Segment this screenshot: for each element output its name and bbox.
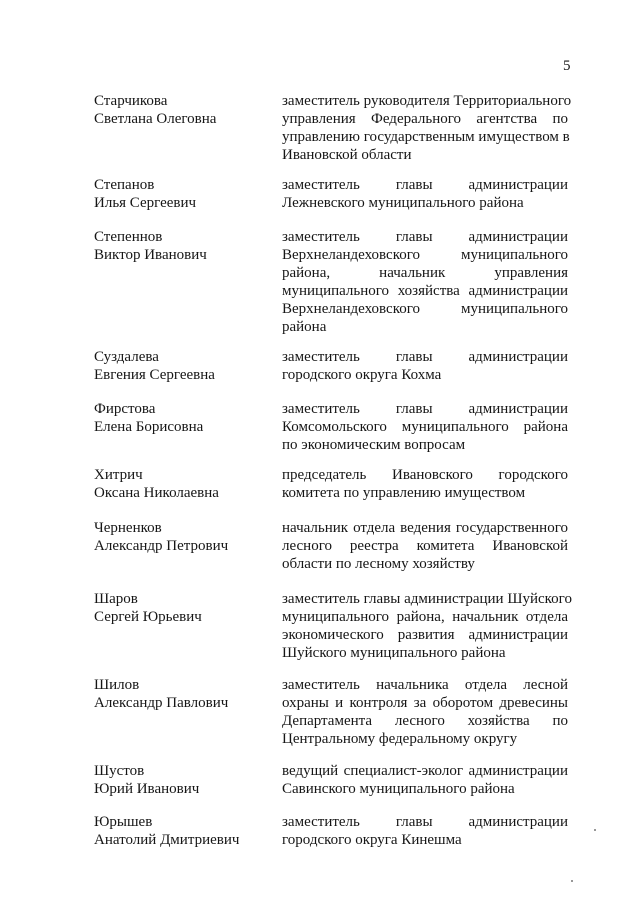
scan-speck xyxy=(594,829,596,831)
member-surname: Фирстова xyxy=(94,401,156,417)
member-given-names: Виктор Иванович xyxy=(94,247,207,263)
position-line: управления Федерального агентства по xyxy=(282,111,568,127)
member-position xyxy=(282,762,568,798)
position-line: заместитель главы администрации Шуйского xyxy=(282,591,572,607)
position-line: Верхнеландеховского муниципального xyxy=(282,301,568,317)
position-line: председатель Ивановского городского xyxy=(282,467,568,483)
position-line: заместитель руководителя Территориального xyxy=(282,93,572,109)
member-surname: Хитрич xyxy=(94,467,143,483)
position-line: района xyxy=(282,319,327,335)
member-name xyxy=(94,176,264,212)
position-line: заместитель главы администрации xyxy=(282,349,568,365)
position-line: Департамента лесного хозяйства по xyxy=(282,713,568,729)
scan-speck xyxy=(571,880,573,882)
position-line: Ивановской области xyxy=(282,147,412,163)
position-line: области по лесному хозяйству xyxy=(282,556,475,572)
position-line: управлению государственным имуществом в xyxy=(282,129,570,145)
position-line: Савинского муниципального района xyxy=(282,781,515,797)
position-line: заместитель главы администрации xyxy=(282,401,568,417)
member-position xyxy=(282,400,568,454)
position-line: ведущий специалист-эколог администрации xyxy=(282,763,568,779)
position-line: по экономическим вопросам xyxy=(282,437,466,453)
member-name xyxy=(94,466,264,502)
member-given-names: Анатолий Дмитриевич xyxy=(94,832,240,848)
member-name xyxy=(94,228,264,264)
position-line: Лежневского муниципального района xyxy=(282,195,524,211)
position-line: Центральному федеральному округу xyxy=(282,731,518,747)
member-given-names: Оксана Николаевна xyxy=(94,485,219,501)
member-position xyxy=(282,228,568,336)
member-name xyxy=(94,813,264,849)
member-name xyxy=(94,676,264,712)
member-name xyxy=(94,400,264,436)
position-line: муниципального хозяйства администрации xyxy=(282,283,568,299)
member-surname: Шилов xyxy=(94,677,140,693)
member-given-names: Александр Павлович xyxy=(94,695,229,711)
member-given-names: Сергей Юрьевич xyxy=(94,609,202,625)
position-line: Комсомольского муниципального района xyxy=(282,419,568,435)
member-given-names: Елена Борисовна xyxy=(94,419,204,435)
member-given-names: Илья Сергеевич xyxy=(94,195,197,211)
member-name xyxy=(94,348,264,384)
member-name xyxy=(94,762,264,798)
member-surname: Черненков xyxy=(94,520,162,536)
member-position xyxy=(282,676,568,748)
position-line: района, начальник управления xyxy=(282,265,568,281)
position-line: Шуйского муниципального района xyxy=(282,645,506,661)
member-surname: Степанов xyxy=(94,177,155,193)
member-surname: Суздалева xyxy=(94,349,159,365)
member-given-names: Юрий Иванович xyxy=(94,781,200,797)
member-name xyxy=(94,590,264,626)
position-line: заместитель главы администрации xyxy=(282,177,568,193)
position-line: заместитель главы администрации xyxy=(282,814,568,830)
member-name xyxy=(94,92,264,128)
member-position xyxy=(282,519,568,573)
position-line: комитета по управлению имуществом xyxy=(282,485,526,501)
member-position xyxy=(282,176,568,212)
member-position xyxy=(282,813,568,849)
position-line: городского округа Кохма xyxy=(282,367,442,383)
member-given-names: Евгения Сергеевна xyxy=(94,367,215,383)
position-line: заместитель главы администрации xyxy=(282,229,568,245)
member-surname: Старчикова xyxy=(94,93,168,109)
member-surname: Шустов xyxy=(94,763,145,779)
position-line: заместитель начальника отдела лесной xyxy=(282,677,568,693)
member-position xyxy=(282,590,572,662)
position-line: муниципального района, начальник отдела xyxy=(282,609,568,625)
page-number: 5 xyxy=(563,58,571,74)
member-given-names: Александр Петрович xyxy=(94,538,229,554)
member-position xyxy=(282,466,568,502)
position-line: охраны и контроля за оборотом древесины xyxy=(282,695,568,711)
position-line: Верхнеландеховского муниципального xyxy=(282,247,568,263)
member-given-names: Светлана Олеговна xyxy=(94,111,217,127)
member-position xyxy=(282,348,568,384)
position-line: лесного реестра комитета Ивановской xyxy=(282,538,568,554)
member-surname: Степеннов xyxy=(94,229,163,245)
member-surname: Юрышев xyxy=(94,814,153,830)
member-surname: Шаров xyxy=(94,591,138,607)
member-position xyxy=(282,92,572,164)
member-name xyxy=(94,519,264,555)
position-line: городского округа Кинешма xyxy=(282,832,462,848)
position-line: экономического развития администрации xyxy=(282,627,568,643)
position-line: начальник отдела ведения государственного xyxy=(282,520,568,536)
